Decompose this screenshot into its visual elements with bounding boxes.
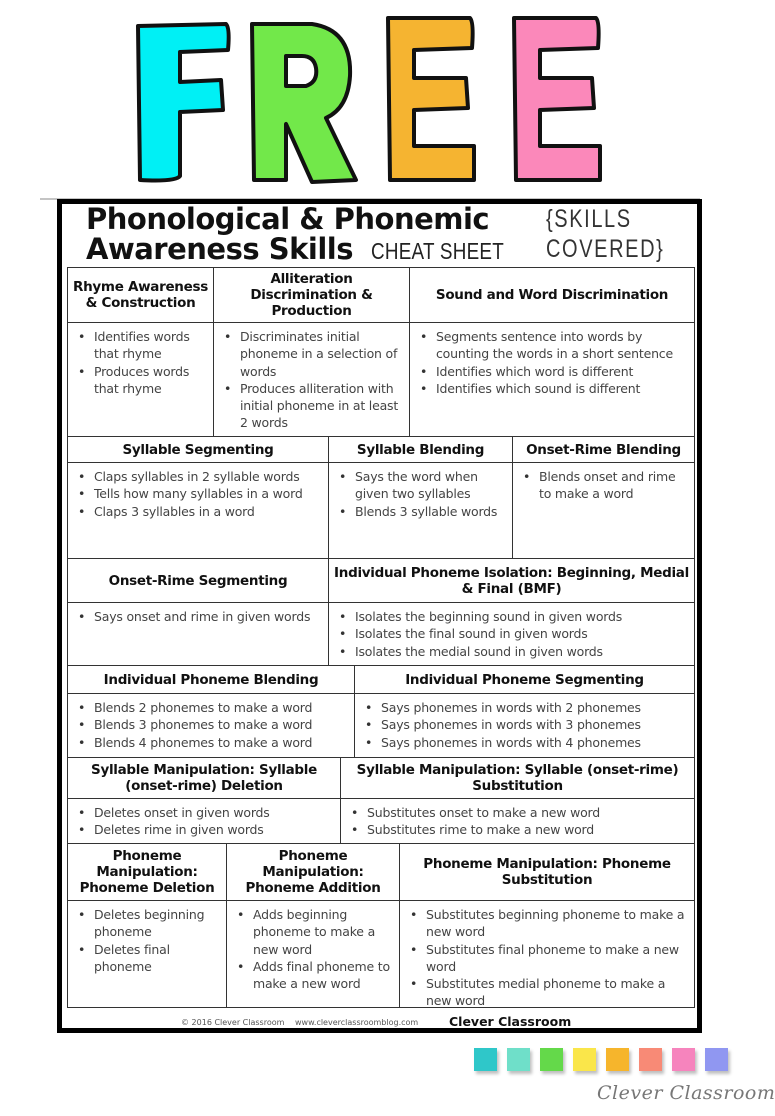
skill-items — [67, 693, 355, 758]
letter-e2 — [514, 18, 600, 180]
free-banner — [0, 14, 736, 190]
skill-items — [328, 602, 695, 666]
skill-item: • Discriminates initial phoneme in a selection of words — [240, 328, 405, 380]
skill-heading: Phoneme Manipulation: Phoneme Substitution — [399, 843, 695, 901]
skill-item: • Produces words that rhyme — [94, 363, 209, 398]
skill-items — [67, 462, 329, 559]
skill-item: • Deletes beginning phoneme — [94, 906, 222, 941]
skill-heading: Syllable Manipulation: Syllable (onset-rime) Deletion — [67, 757, 341, 799]
skill-item: • Substitutes rime to make a new word — [367, 821, 690, 838]
skill-heading: Rhyme Awareness & Construction — [67, 267, 214, 323]
letter-f — [138, 24, 229, 181]
skill-item: • Identifies which word is different — [436, 363, 690, 380]
skill-heading: Syllable Blending — [328, 436, 513, 463]
skill-item-list — [76, 608, 324, 625]
sheet-title-line1: Phonological & Phonemic — [86, 202, 490, 236]
sheet-subtitle: CHEAT SHEET — [371, 238, 505, 264]
skill-heading: Syllable Segmenting — [67, 436, 329, 463]
skill-heading: Individual Phoneme Blending — [67, 665, 355, 694]
skill-item: • Adds beginning phoneme to make a new word — [253, 906, 395, 958]
skill-item: • Identifies words that rhyme — [94, 328, 209, 363]
skill-item: • Tells how many syllables in a word — [94, 485, 324, 502]
skill-item: • Claps syllables in 2 syllable words — [94, 468, 324, 485]
skill-items — [399, 900, 695, 1008]
skills-tag-line2: COVERED} — [546, 235, 665, 263]
skill-item: • Produces alliteration with initial phoneme in at least 2 words — [240, 380, 405, 432]
skill-item: • Blends onset and rime to make a word — [539, 468, 690, 503]
skill-items — [67, 798, 341, 844]
skill-items — [67, 322, 214, 437]
skill-item: • Substitutes final phoneme to make a new word — [426, 941, 690, 976]
footer-website[interactable]: www.cleverclassroomblog.com — [295, 1018, 419, 1027]
skill-item-list — [337, 468, 508, 520]
skill-item: • Isolates the beginning sound in given words — [355, 608, 690, 625]
skill-item: • Says the word when given two syllables — [355, 468, 508, 503]
skill-heading: Sound and Word Discrimination — [409, 267, 695, 323]
skill-item: • Says phonemes in words with 4 phonemes — [381, 734, 690, 751]
color-swatch — [474, 1048, 497, 1071]
letter-r — [252, 24, 356, 182]
skill-item: • Blends 2 phonemes to make a word — [94, 699, 350, 716]
skill-items — [67, 900, 227, 1008]
skill-item-list — [337, 608, 690, 660]
footer-brand: Clever Classroom — [449, 1014, 572, 1029]
skill-item: • Says onset and rime in given words — [94, 608, 324, 625]
skill-item: • Substitutes beginning phoneme to make a new word — [426, 906, 690, 941]
skill-item-list — [235, 906, 395, 992]
skill-item-list — [76, 906, 222, 975]
skill-heading: Individual Phoneme Isolation: Beginning, Medial & Final (BMF) — [328, 558, 695, 603]
skill-item-list — [521, 468, 690, 503]
watermark: Clever Classroom — [597, 1082, 775, 1104]
color-swatch — [573, 1048, 596, 1071]
skill-items — [67, 602, 329, 666]
skill-item: • Substitutes onset to make a new word — [367, 804, 690, 821]
skill-heading: Individual Phoneme Segmenting — [354, 665, 695, 694]
skill-items — [409, 322, 695, 437]
skill-item: • Segments sentence into words by counting the words in a short sentence — [436, 328, 690, 363]
letter-e1 — [388, 18, 474, 180]
free-banner-letters — [0, 14, 736, 190]
skill-items — [226, 900, 400, 1008]
sheet-title-line2: Awareness Skills — [86, 232, 353, 266]
skill-heading: Phoneme Manipulation: Phoneme Addition — [226, 843, 400, 901]
color-swatch — [672, 1048, 695, 1071]
skill-item-list — [76, 328, 209, 397]
skill-item: • Isolates the final sound in given words — [355, 625, 690, 642]
color-swatch — [606, 1048, 629, 1071]
sheet-footer — [0, 1014, 736, 1032]
skill-item: • Blends 4 phonemes to make a word — [94, 734, 350, 751]
color-swatch — [639, 1048, 662, 1071]
color-swatch — [705, 1048, 728, 1071]
skill-items — [328, 462, 513, 559]
skill-heading: Onset-Rime Segmenting — [67, 558, 329, 603]
skill-item: • Deletes final phoneme — [94, 941, 222, 976]
skill-items — [512, 462, 695, 559]
skill-item: • Blends 3 syllable words — [355, 503, 508, 520]
skill-item: • Isolates the medial sound in given words — [355, 643, 690, 660]
skill-item: • Deletes rime in given words — [94, 821, 336, 838]
skill-item-list — [418, 328, 690, 397]
skill-item-list — [408, 906, 690, 1010]
skill-item-list — [222, 328, 405, 432]
skill-item: • Identifies which sound is different — [436, 380, 690, 397]
skill-item-list — [76, 804, 336, 839]
skill-item-list — [76, 699, 350, 751]
skill-item: • Says phonemes in words with 3 phonemes — [381, 716, 690, 733]
skill-item: • Adds final phoneme to make a new word — [253, 958, 395, 993]
skill-heading: Alliteration Discrimination & Production — [213, 267, 410, 323]
skill-items — [354, 693, 695, 758]
skill-item-list — [76, 468, 324, 520]
skill-item: • Substitutes medial phoneme to make a new word — [426, 975, 690, 1010]
skill-item-list — [349, 804, 690, 839]
skill-items — [340, 798, 695, 844]
skills-tag-line1: {SKILLS — [546, 205, 632, 233]
footer-copyright: © 2016 Clever Classroom — [181, 1018, 285, 1027]
color-swatch — [540, 1048, 563, 1071]
skill-item-list — [363, 699, 690, 751]
color-swatch — [507, 1048, 530, 1071]
skill-heading: Syllable Manipulation: Syllable (onset-rime) Substitution — [340, 757, 695, 799]
skill-heading: Phoneme Manipulation: Phoneme Deletion — [67, 843, 227, 901]
skill-heading: Onset-Rime Blending — [512, 436, 695, 463]
skill-item: • Deletes onset in given words — [94, 804, 336, 821]
skill-item: • Blends 3 phonemes to make a word — [94, 716, 350, 733]
skill-items — [213, 322, 410, 437]
skill-item: • Claps 3 syllables in a word — [94, 503, 324, 520]
skill-item: • Says phonemes in words with 2 phonemes — [381, 699, 690, 716]
